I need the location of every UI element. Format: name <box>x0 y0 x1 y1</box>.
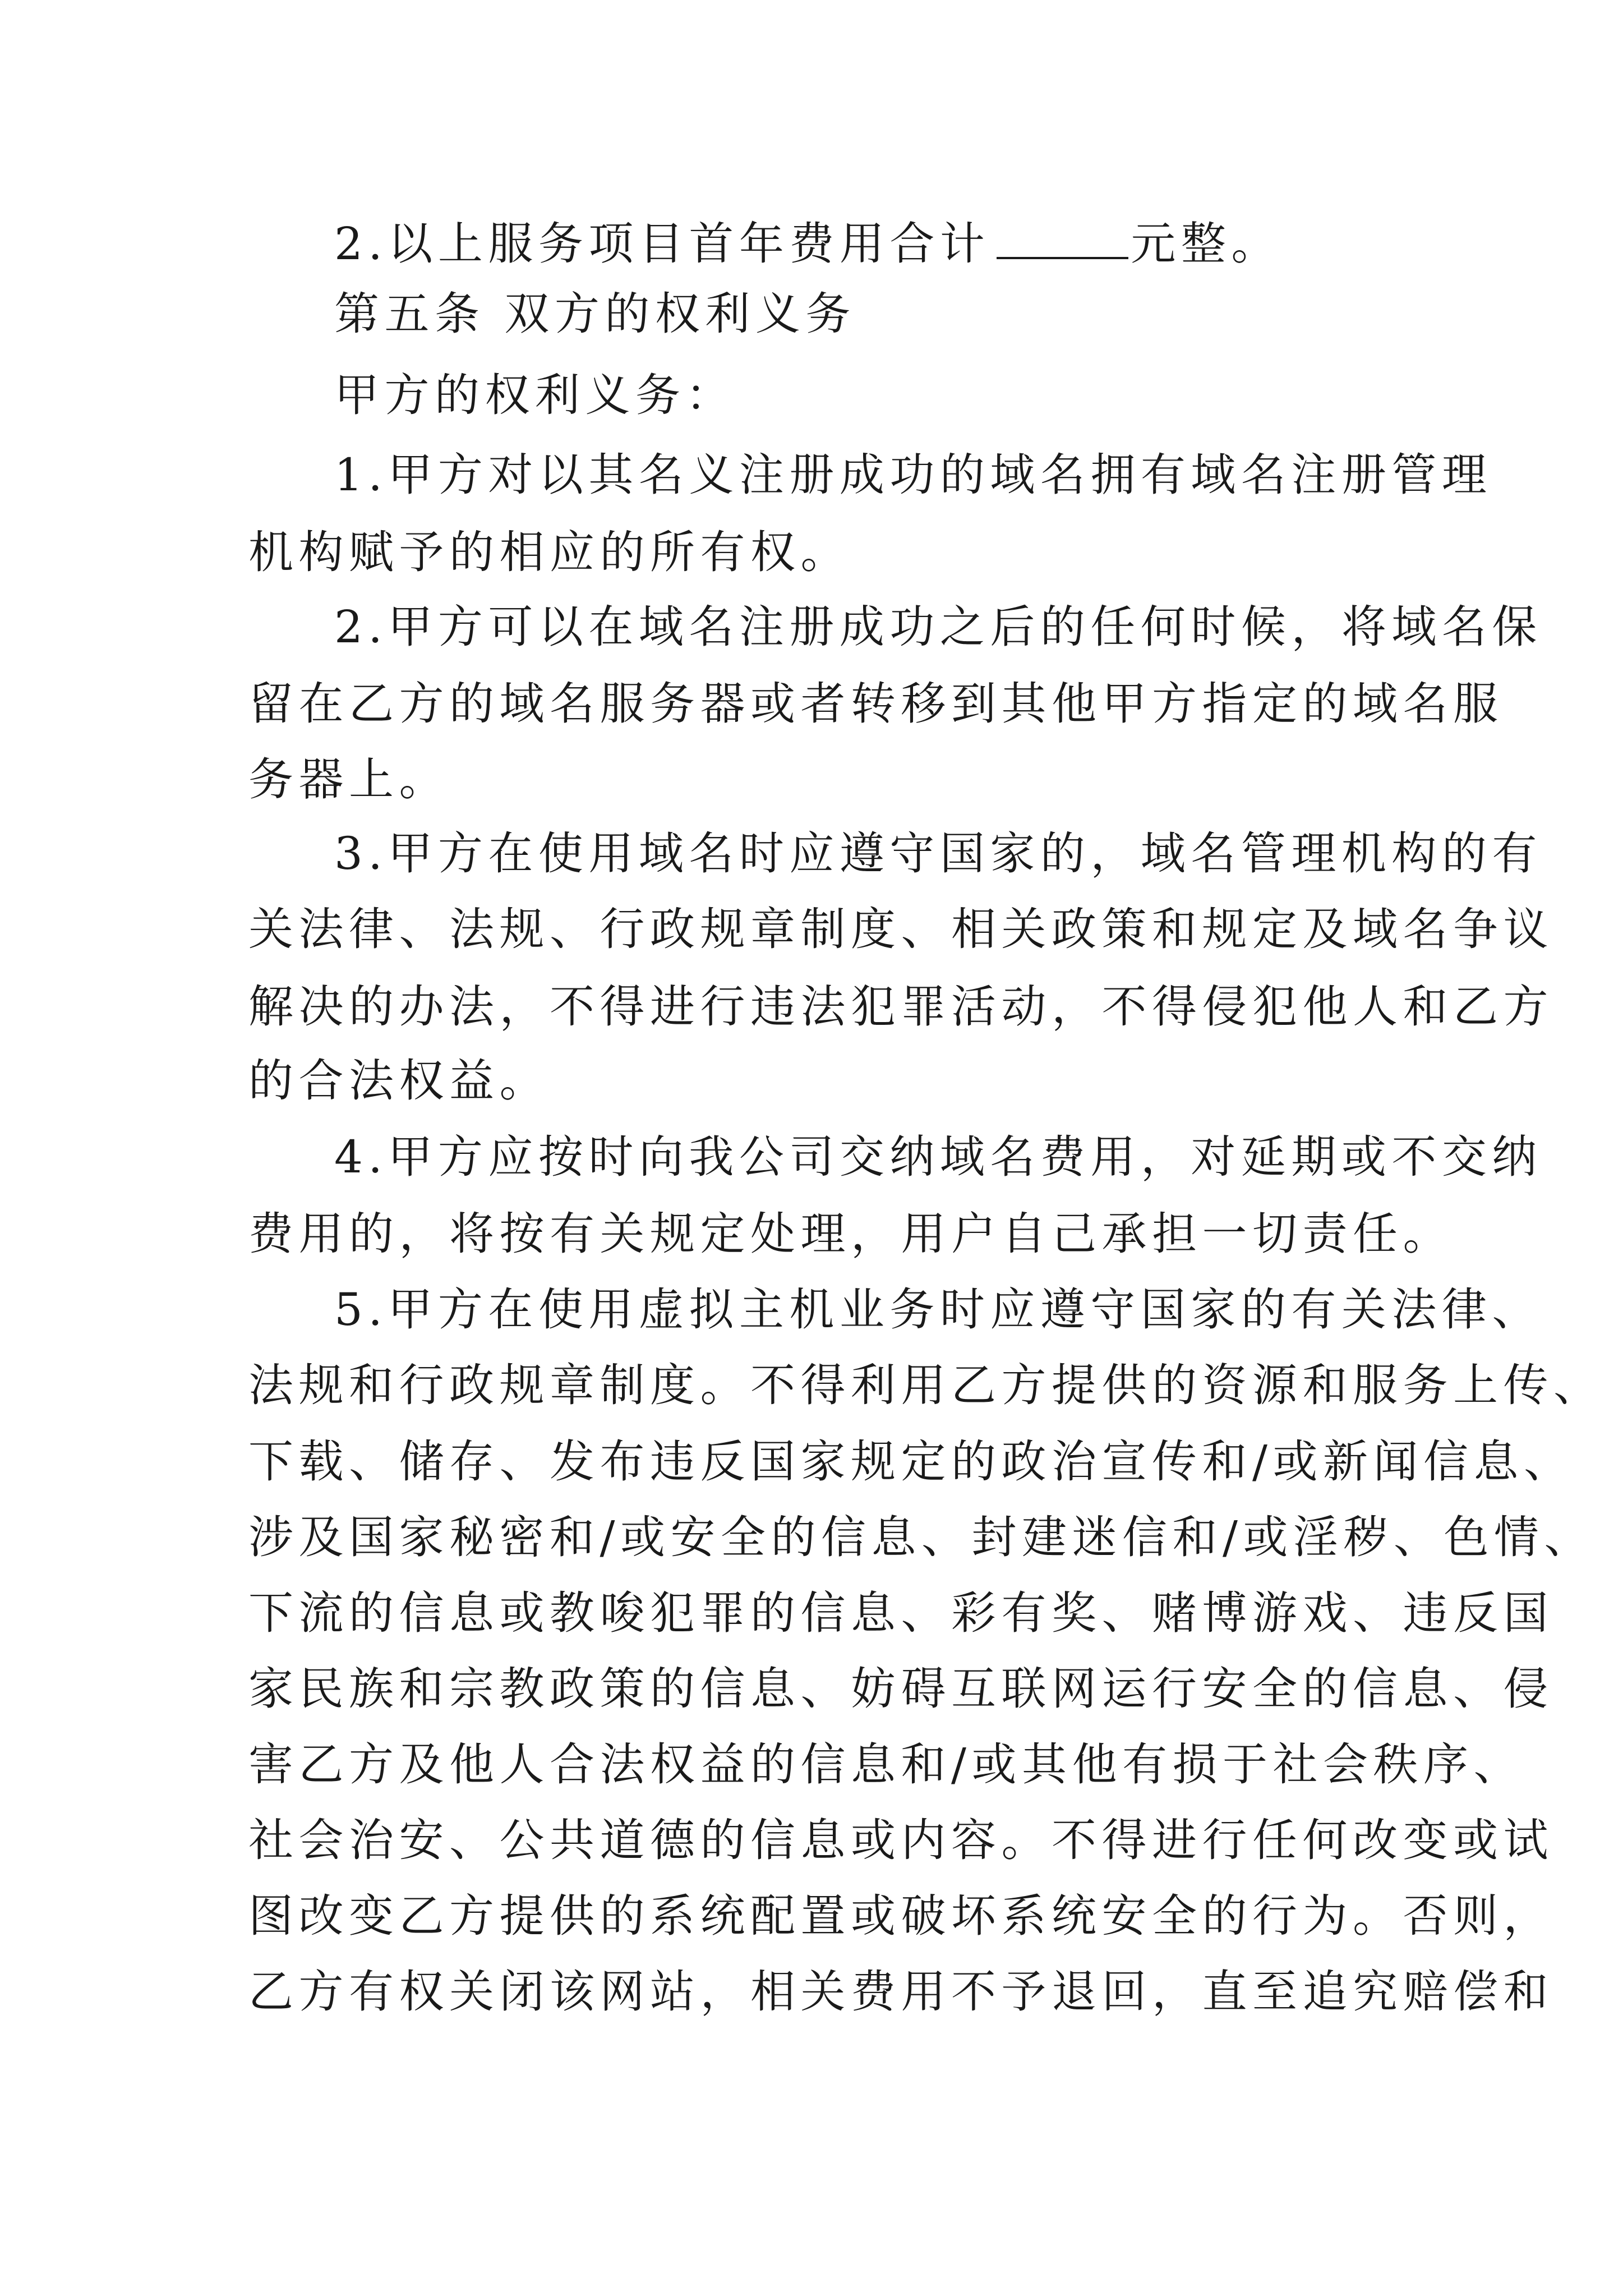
paragraph-line: 4.甲方应按时向我公司交纳域名费用，对延期或不交纳 <box>334 1131 1542 1183</box>
fee-total-prefix: 2.以上服务项目首年费用合计 <box>334 218 990 270</box>
paragraph-line: 的合法权益。 <box>248 1055 550 1107</box>
paragraph-line: 法规和行政规章制度。不得利用乙方提供的资源和服务上传、 <box>248 1359 1604 1411</box>
paragraph-line: 解决的办法，不得进行违法犯罪活动，不得侵犯他人和乙方 <box>248 981 1553 1033</box>
paragraph-line: 涉及国家秘密和/或安全的信息、封建迷信和/或淫秽、色情、 <box>248 1511 1594 1563</box>
fee-amount-blank <box>997 218 1128 259</box>
paragraph-line: 害乙方及他人合法权益的信息和/或其他有损于社会秩序、 <box>248 1738 1524 1791</box>
paragraph-line: 留在乙方的域名服务器或者转移到其他甲方指定的域名服 <box>248 678 1504 730</box>
paragraph-line: 费用的，将按有关规定处理，用户自己承担一切责任。 <box>248 1208 1453 1260</box>
paragraph-line: 3.甲方在使用域名时应遵守国家的，域名管理机构的有 <box>334 827 1542 880</box>
paragraph-line: 2.甲方可以在域名注册成功之后的任何时候，将域名保 <box>334 601 1542 653</box>
article-heading: 第五条 双方的权利义务 <box>334 288 856 340</box>
paragraph-line: 图改变乙方提供的系统配置或破坏系统安全的行为。否则， <box>248 1890 1553 1942</box>
paragraph-line: 关法律、法规、行政规章制度、相关政策和规定及域名争议 <box>248 903 1553 955</box>
paragraph-line: 下流的信息或教唆犯罪的信息、彩有奖、赌博游戏、违反国 <box>248 1587 1553 1639</box>
paragraph-line: 5.甲方在使用虚拟主机业务时应遵守国家的有关法律、 <box>334 1283 1542 1336</box>
paragraph-line: 机构赋予的相应的所有权。 <box>248 526 851 578</box>
fee-total-line <box>334 216 1281 272</box>
paragraph-line: 务器上。 <box>248 753 449 806</box>
paragraph-line: 家民族和宗教政策的信息、妨碍互联网运行安全的信息、侵 <box>248 1663 1553 1715</box>
party-a-heading: 甲方的权利义务： <box>334 369 736 421</box>
paragraph-line: 1.甲方对以其名义注册成功的域名拥有域名注册管理 <box>334 449 1492 501</box>
fee-total-suffix: 元整。 <box>1131 218 1281 270</box>
paragraph-line: 乙方有权关闭该网站，相关费用不予退回，直至追究赔偿和 <box>248 1966 1553 2018</box>
paragraph-line: 下载、储存、发布违反国家规定的政治宣传和/或新闻信息、 <box>248 1435 1574 1488</box>
paragraph-line: 社会治安、公共道德的信息或内容。不得进行任何改变或试 <box>248 1814 1553 1866</box>
